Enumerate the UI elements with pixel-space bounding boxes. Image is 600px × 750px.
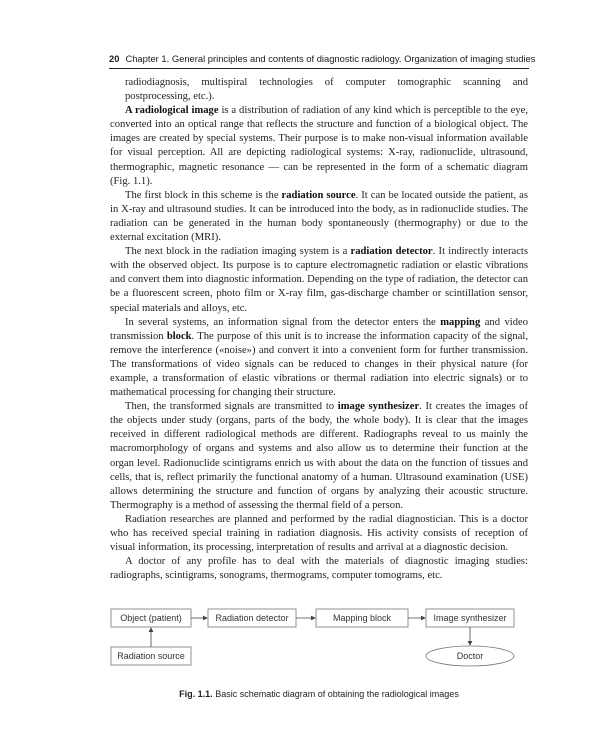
paragraph-radiation-source: The first block in this scheme is the radiation source. It can be located outside the patient, as in X-ray and ultrasound studies. It can be introduced into the body, as in radionuclide studies. The radiation can be generated in the human body spontaneously (thermography) or due to the external excitation (MRI). xyxy=(110,189,528,244)
label-object: Object (patient) xyxy=(120,613,182,623)
figure-caption: Fig. 1.1. Basic schematic diagram of obtaining the radiological images xyxy=(179,689,459,699)
paragraph-radiation-researches: Radiation researches are planned and performed by the radial diagnostician. This is a doctor who has received special training in radiation diagnosis. His activity consists of reception of visual information, its processing, interpretation of results and arrival at a diagnostic decision. xyxy=(110,513,528,554)
running-title: Chapter 1. General principles and contents of diagnostic radiology. Organization of imaging studies xyxy=(125,53,536,64)
label-detector: Radiation detector xyxy=(215,613,289,623)
label-synthesizer: Image synthesizer xyxy=(433,613,507,623)
term-radiation-detector: radiation detector xyxy=(350,246,433,258)
term-mapping: mapping xyxy=(440,316,481,328)
term-radiological-image: A radiological image xyxy=(125,105,219,117)
term-block: block xyxy=(166,330,192,342)
term-radiation-source: radiation source xyxy=(281,189,356,201)
paragraph-doctor-profile: A doctor of any profile has to deal with the materials of diagnostic imaging studies: radiographs, scintigrams, sonograms, thermograms, computer tomograms, etc. xyxy=(110,556,528,582)
paragraph-mapping-block: In several systems, an information signal from the detector enters the mapping and video transmission block. The purpose of this unit is to increase the information capacity of the signal, remove the interference («noise») and convert it into a convenient form for further transmission. The transformations of video signals can be reduced to changes in their physical nature (for example, a transformation of elastic vibrations or thermal radiation into electric signals) or to mathematical processing for changing their structure. xyxy=(110,316,528,399)
paragraph-image-synthesizer: Then, the transformed signals are transmitted to image synthesizer. It creates the images of the objects under study (organs, parts of the body, the whole body). It is clear that the images received in different radiological methods are different. Radiographs reveal to us mainly the macromorphology of organs and systems and also allow us to determine their function at the organ level. Radionuclide scintigrams enrich us with about the data on the function of tissues and cells, that is, reflect primarily the functional anatomy of a human. Ultrasound examination (USE) allows determining the structure and function of organs by analyzing their acoustic structure. Thermography is a method of assessing the thermal field of a person. xyxy=(110,401,528,511)
label-doctor: Doctor xyxy=(456,651,484,661)
label-source: Radiation source xyxy=(117,651,185,661)
paragraph-radiological-image: A radiological image is a distribution of radiation of any kind which is perceptible to the eye, converted into an optical range that reflects the structure and function of a biological object. The images are created by special systems. Their purpose is to make non-visual information available for visual perception. All are depicting radiological systems: X-ray, radionuclide, ultrasound, thermographic, magnetic resonance — can be represented in the form of a schematic diagram (Fig. 1.1). xyxy=(110,105,528,187)
figure-label: Fig. 1.1. xyxy=(179,689,213,699)
paragraph-radiation-detector: The next block in the radiation imaging system is a radiation detector. It indirectly interacts with the observed object. Its purpose is to capture electromagnetic radiation or elastic vibrations and convert them into diagnostic information. Depending on the type of radiation, the detector can be a fluorescent screen, photo film or X-ray film, gas-discharge chamber or scintillation sensor, special materials and alloys, etc. xyxy=(110,246,528,314)
page-number: 20 xyxy=(109,53,120,64)
paragraph-continuation: radiodiagnosis, multispiral technologies of computer tomographic scanning and postprocessing, etc.). xyxy=(125,77,528,103)
label-mapping: Mapping block xyxy=(332,613,392,623)
term-image-synthesizer: image synthesizer xyxy=(337,401,420,413)
